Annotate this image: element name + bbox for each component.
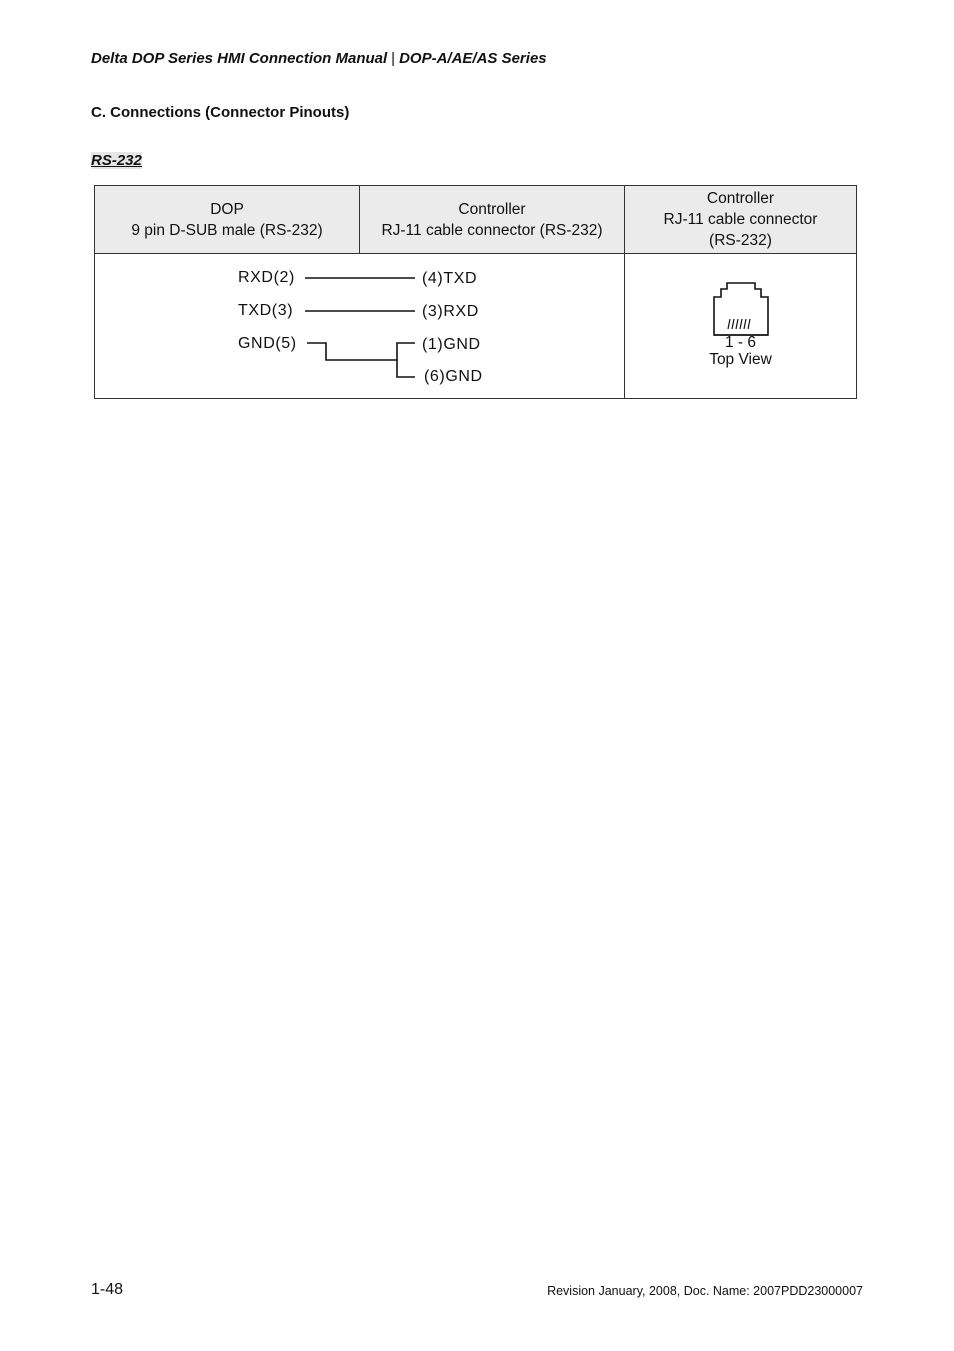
controller-pin-rxd: (3)RXD	[422, 303, 479, 320]
revision-info: Revision January, 2008, Doc. Name: 2007PDD23000007	[547, 1284, 863, 1298]
header-dop	[95, 186, 360, 254]
header-controller-line1: Controller	[458, 200, 526, 218]
jack-view-label: Top View	[709, 351, 772, 368]
jack-cell	[625, 254, 857, 399]
series-name: DOP-A/AE/AS Series	[399, 50, 547, 67]
header-controller-jack	[625, 186, 857, 254]
controller-pin-gnd1: (1)GND	[422, 336, 481, 353]
page-number: 1-48	[91, 1281, 124, 1298]
section-title: C. Connections (Connector Pinouts)	[91, 104, 350, 121]
controller-pin-txd: (4)TXD	[422, 270, 478, 287]
pinout-table	[94, 185, 857, 399]
dop-pin-rxd: RXD(2)	[238, 269, 295, 286]
table-header-row	[95, 186, 857, 254]
wire-gnd-branch	[397, 343, 415, 377]
page-header	[91, 50, 547, 67]
header-controller	[360, 186, 625, 254]
header-controller-line2: RJ-11 cable connector (RS-232)	[381, 221, 603, 239]
wiring-cell	[95, 254, 625, 399]
header-separator: |	[391, 50, 396, 67]
table-body-row	[95, 254, 857, 399]
rj11-jack-icon	[711, 282, 771, 336]
dop-pin-txd: TXD(3)	[238, 302, 294, 319]
header-dop-line1: DOP	[210, 200, 244, 218]
header-jack-line2: RJ-11 cable connector	[663, 211, 818, 228]
controller-pin-gnd6: (6)GND	[424, 368, 483, 385]
header-jack-line3: (RS-232)	[709, 232, 772, 249]
subsection-title: RS-232	[91, 152, 142, 169]
header-jack-line1: Controller	[706, 190, 775, 207]
manual-title: Delta DOP Series HMI Connection Manual	[91, 50, 388, 67]
header-dop-line2: 9 pin D-SUB male (RS-232)	[131, 221, 323, 239]
wiring-diagram	[95, 254, 625, 398]
jack-pin-range: 1 - 6	[724, 334, 756, 351]
wire-gnd-trunk	[307, 343, 397, 360]
dop-pin-gnd: GND(5)	[238, 335, 297, 352]
